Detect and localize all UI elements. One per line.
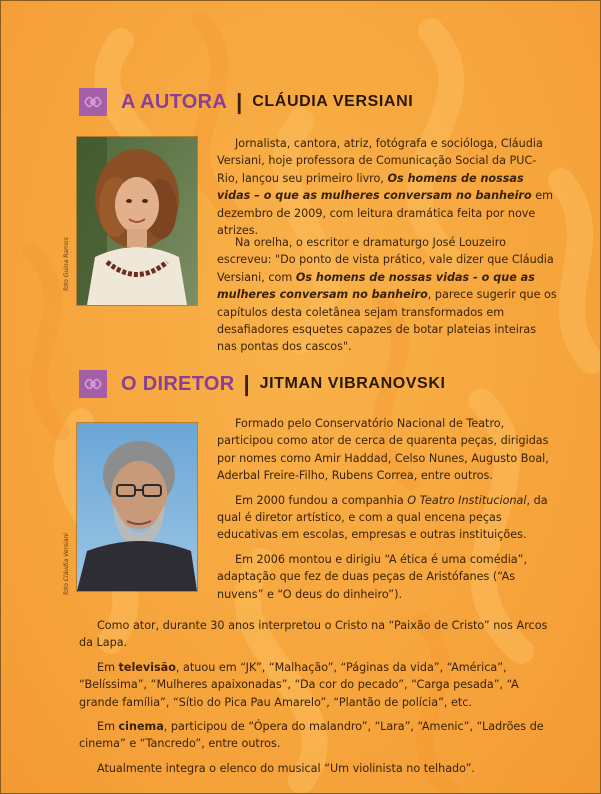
director-p2-text-end: , da qual é diretor artístico, e com a qual encena peças educativas em escolas, empresas e outras instituições. (217, 493, 548, 542)
director-company-name: O Teatro Institucional (407, 493, 527, 507)
director-photo-credit: foto Cláudia Versiani (63, 533, 70, 595)
author-p2-text-end: , parece sugerir que os capítulos desta coletânea sejam transformados em desafiadores esquetes capazes de botar plateias inteiras nas pontas dos cascos". (217, 288, 557, 354)
director-paragraph-7: Atualmente integra o elenco do musical “Um violinista no telhado”. (97, 761, 475, 775)
director-name: JITMAN VIBRANOVSKI (259, 375, 446, 392)
heading-separator: | (243, 371, 250, 396)
author-bio-quote (79, 234, 559, 363)
director-paragraph-5 (79, 659, 559, 711)
author-p1-text: Jornalista, cantora, atriz, fotógrafa e socióloga, Cláudia Versiani, hoje professora de Comunicação Social da PUC-Rio, lançou seu primeiro livro, (217, 137, 543, 185)
director-paragraph-6 (79, 718, 559, 753)
author-book-title-2: Os homens de nossas vidas - o que as mulheres conversam no banheiro (217, 270, 535, 302)
author-name: CLÁUDIA VERSIANI (252, 93, 414, 110)
director-heading (79, 369, 446, 399)
director-p5-text-end: , atuou em “JK”, “Malhação”, “Páginas da vida”, “América”, “Belíssima”, “Mulheres apaixonadas”, “Da cor do pecado”, “Carga pesada”, “A grande família”, “Sítio do Pica Pau Amarelo”, “Plantão de polícia”, etc. (79, 660, 519, 709)
author-book-title: Os homens de nossas vidas – o que as mulheres conversam no banheiro (217, 171, 532, 203)
heading-separator: | (236, 89, 243, 114)
director-paragraph-1: Formado pelo Conservatório Nacional de Teatro, participou como ator de cerca de quarenta peças, dirigidas por nomes como Amir Haddad, Celso Nunes, Augusto Boal, Aderbal Freire-Filho, Rubens Correa, entre outros. (217, 417, 549, 483)
director-paragraph-4: Como ator, durante 30 anos interpretou o Cristo na “Paixão de Cristo” nos Arcos da Lapa. (79, 619, 548, 650)
author-bio-intro (217, 135, 557, 246)
author-photo-credit: foto Guina Ramos (63, 237, 70, 291)
director-role-label: O DIRETOR (121, 372, 235, 395)
director-p5-text: Em (97, 660, 119, 674)
ornament-square-icon (79, 370, 107, 398)
director-paragraph-3: Em 2006 montou e dirigiu “A ética é uma comédia”, adaptação que fez de duas peças de Aristófanes (“As nuvens” e “O deus do dinheiro”). (217, 552, 528, 601)
author-p1-text-end: em dezembro de 2009, com leitura dramática feita por nove atrizes. (217, 189, 553, 238)
author-paragraph-1 (217, 135, 557, 239)
director-p6-text-end: , participou de “Ópera do malandro”, “Lara”, “Amenic”, “Ladrões de cinema” e “Tancredo”, entre outros. (79, 720, 544, 751)
ornament-square-icon (79, 88, 107, 116)
author-role-label: A AUTORA (121, 90, 228, 113)
author-p2-text: Na orelha, o escritor e dramaturgo José Louzeiro escreveu: "Do ponto de vista prático, vale dizer que Cláudia Versiani, com (217, 236, 554, 284)
director-television-label: televisão (118, 660, 176, 674)
director-cinema-label: cinema (118, 720, 164, 734)
director-bio-bottom (79, 617, 559, 784)
director-p6-text: Em (97, 720, 119, 734)
director-paragraph-2 (217, 492, 559, 544)
author-heading (79, 87, 413, 117)
director-bio-top (217, 415, 559, 610)
director-p2-text: Em 2000 fundou a companhia (235, 493, 408, 507)
author-paragraph-2 (217, 234, 559, 356)
director-photo (77, 423, 197, 591)
